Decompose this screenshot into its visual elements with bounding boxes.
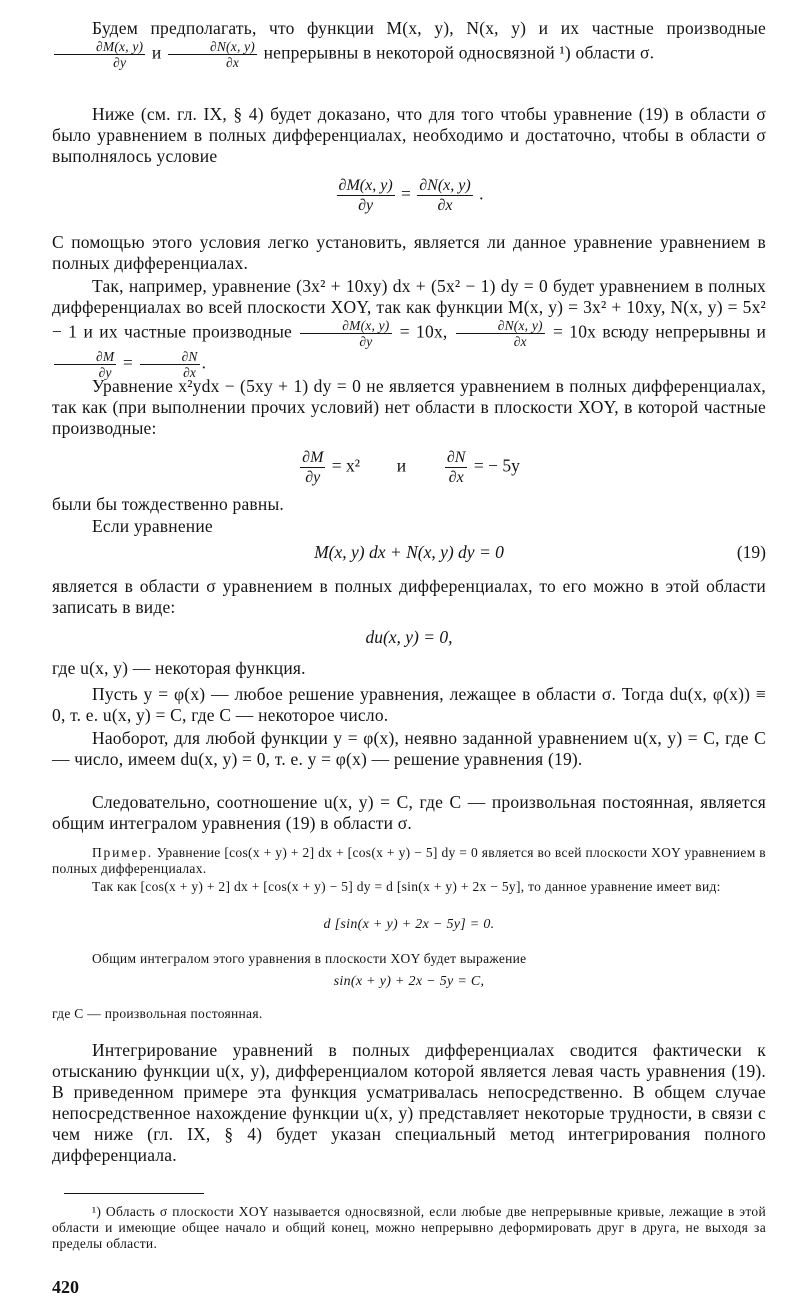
paragraph-integration-note: Интегрирование уравнений в полных дифференциалах сводится фактически к отысканию функции u(x, y), дифференциалом которой является левая часть уравнения (19). В приведенном примере эта функция усматривалась непосредственно. В общем случае непосредственное нахождение функции u(x, y) представляет некоторые трудности, в связи с чем ниже (гл. IX, § 4) будет указан специальный метод интегрирования полного дифференциала. (52, 1040, 766, 1165)
value-text: = x² (331, 455, 361, 476)
value-text: = 10x, (399, 321, 448, 342)
paragraph-example-exact (52, 276, 766, 380)
equation-partials-comparison (52, 448, 766, 487)
example-paragraph-1 (52, 845, 766, 877)
fraction-numerator: ∂M(x, y) (300, 318, 391, 334)
fraction-denominator: ∂y (358, 197, 374, 214)
conjunction-text: и (396, 455, 407, 476)
page-number: 420 (52, 1277, 79, 1297)
example-paragraph-4: где C — произвольная постоянная. (52, 1006, 263, 1021)
period-mark: . (479, 183, 484, 204)
fraction-numerator: ∂N(x, y) (456, 318, 545, 334)
fraction-denominator: ∂y (113, 55, 127, 70)
footnote-divider (64, 1193, 204, 1194)
paragraph-total-differential-form: является в области σ уравнением в полных дифференциалах, то его можно в этой области записать в виде: (52, 576, 766, 617)
paragraph-general-integral: Следовательно, соотношение u(x, y) = C, где C — произвольная постоянная, является общим интегралом уравнения (19) в области σ. (52, 792, 766, 833)
equation-du-body: du(x, y) = 0, (365, 627, 453, 647)
paragraph-function-u: где u(x, y) — некоторая функция. (52, 658, 306, 678)
equation-du-zero (52, 626, 766, 648)
fraction-numerator: ∂N(x, y) (419, 177, 471, 194)
partial-m-fraction (300, 318, 391, 349)
equation-19 (52, 541, 766, 563)
fraction-numerator: ∂N (140, 349, 200, 365)
example-paragraph-2: Так как [cos(x + y) + 2] dx + [cos(x + y) − 5] dy = d [sin(x + y) + 2x − 5y], то данное уравнение имеет вид: (92, 879, 721, 894)
fraction-denominator: ∂y (359, 334, 373, 349)
equals-sign: = (401, 183, 411, 204)
example-paragraph-3: Общим интегралом этого уравнения в плоскости XOY будет выражение (92, 951, 527, 966)
fraction-numerator: ∂M(x, y) (338, 177, 393, 194)
fraction-numerator: ∂M (54, 349, 116, 365)
fraction-denominator: ∂x (183, 365, 197, 380)
fraction-denominator: ∂x (513, 334, 527, 349)
footnote: ¹) Область σ плоскости XOY называется односвязной, если любые две непрерывные кривые, лежащие в этой области и имеющие общее начало и общий конец, можно непрерывно деформировать друг в друга, не выходя за пределы области. (52, 1204, 766, 1251)
equals-sign: = (122, 352, 133, 373)
assumption-tail-text: непрерывны в некоторой односвязной ¹) области σ. (263, 42, 655, 63)
fraction-denominator: ∂x (448, 469, 464, 486)
fraction-numerator: ∂M (302, 449, 324, 466)
paragraph-condition-intro: Ниже (см. гл. IX, § 4) будет доказано, что для того чтобы уравнение (19) в области σ было уравнением в полных дифференциалах, необходимо и достаточно, чтобы в области σ выполнялось условие (52, 104, 766, 166)
fraction-denominator: ∂x (437, 197, 453, 214)
paragraph-assumption (52, 18, 766, 70)
partial-n-fraction (168, 39, 257, 70)
paragraph-example-nonexact: Уравнение x²ydx − (5xy + 1) dy = 0 не является уравнением в полных дифференциалах, так как (при выполнении прочих условий) нет области в плоскости XOY, в которой частные производные: (52, 376, 766, 438)
paragraph-condition-usage: С помощью этого условия легко установить, является ли данное уравнение уравнением в полных дифференциалах. (52, 232, 766, 273)
period-mark: . (201, 352, 207, 373)
partial-m-fraction (54, 39, 145, 70)
value-text: = − 5y (473, 455, 520, 476)
rhs-fraction (417, 176, 472, 215)
example-equation-body: sin(x + y) + 2x − 5y = C, (333, 974, 485, 989)
fraction-denominator: ∂x (225, 55, 240, 70)
example-equation-body: d [sin(x + y) + 2x − 5y] = 0. (323, 917, 495, 932)
fraction-numerator: ∂N(x, y) (168, 39, 257, 55)
paragraph-identity-note: были бы тождественно равны. (52, 494, 284, 514)
partial-n-fraction (456, 318, 545, 349)
fraction-denominator: ∂y (98, 365, 112, 380)
dn-dx-fraction (445, 448, 468, 487)
dm-dy-fraction (300, 448, 325, 487)
paragraph-if-equation: Если уравнение (92, 516, 213, 536)
paragraph-converse: Наоборот, для любой функции y = φ(x), неявно заданной уравнением u(x, y) = C, где C — число, имеем du(x, y) = 0, т. е. y = φ(x) — решение уравнения (19). (52, 728, 766, 769)
example-exact-text: Так, например, уравнение (3x² + 10xy) dx + (5x² − 1) dy = 0 будет уравнением в полных дифференциалах во всей плоскости XOY, так как функции M(x, y) = 3x² + 10xy, N(x, y) = 5x² − 1 и их частные производные (52, 276, 766, 342)
equation-19-body: M(x, y) dx + N(x, y) dy = 0 (314, 542, 504, 562)
example-equation-general-integral (52, 971, 766, 993)
conjunction-text: и (151, 42, 162, 63)
example-label: Пример. (92, 845, 153, 860)
fraction-denominator: ∂y (305, 469, 321, 486)
paragraph-solution-phi: Пусть y = φ(x) — любое решение уравнения, лежащее в области σ. Тогда du(x, φ(x)) ≡ 0, т. е. u(x, y) = C, где C — некоторое число. (52, 684, 766, 725)
equation-number: (19) (736, 542, 766, 562)
fraction-numerator: ∂M(x, y) (54, 39, 145, 55)
assumption-text: Будем предполагать, что функции M(x, y), N(x, y) и их частные производные (92, 18, 766, 38)
value-text: = 10x всюду непрерывны и (552, 321, 767, 342)
example-text: Уравнение [cos(x + y) + 2] dx + [cos(x + y) − 5] dy = 0 является во всей плоскости XOY уравнением в полных дифференциалах. (52, 845, 766, 876)
equation-exactness-condition (52, 176, 766, 215)
example-equation-differential (52, 914, 766, 936)
fraction-numerator: ∂N (446, 449, 466, 466)
lhs-fraction (337, 176, 395, 215)
